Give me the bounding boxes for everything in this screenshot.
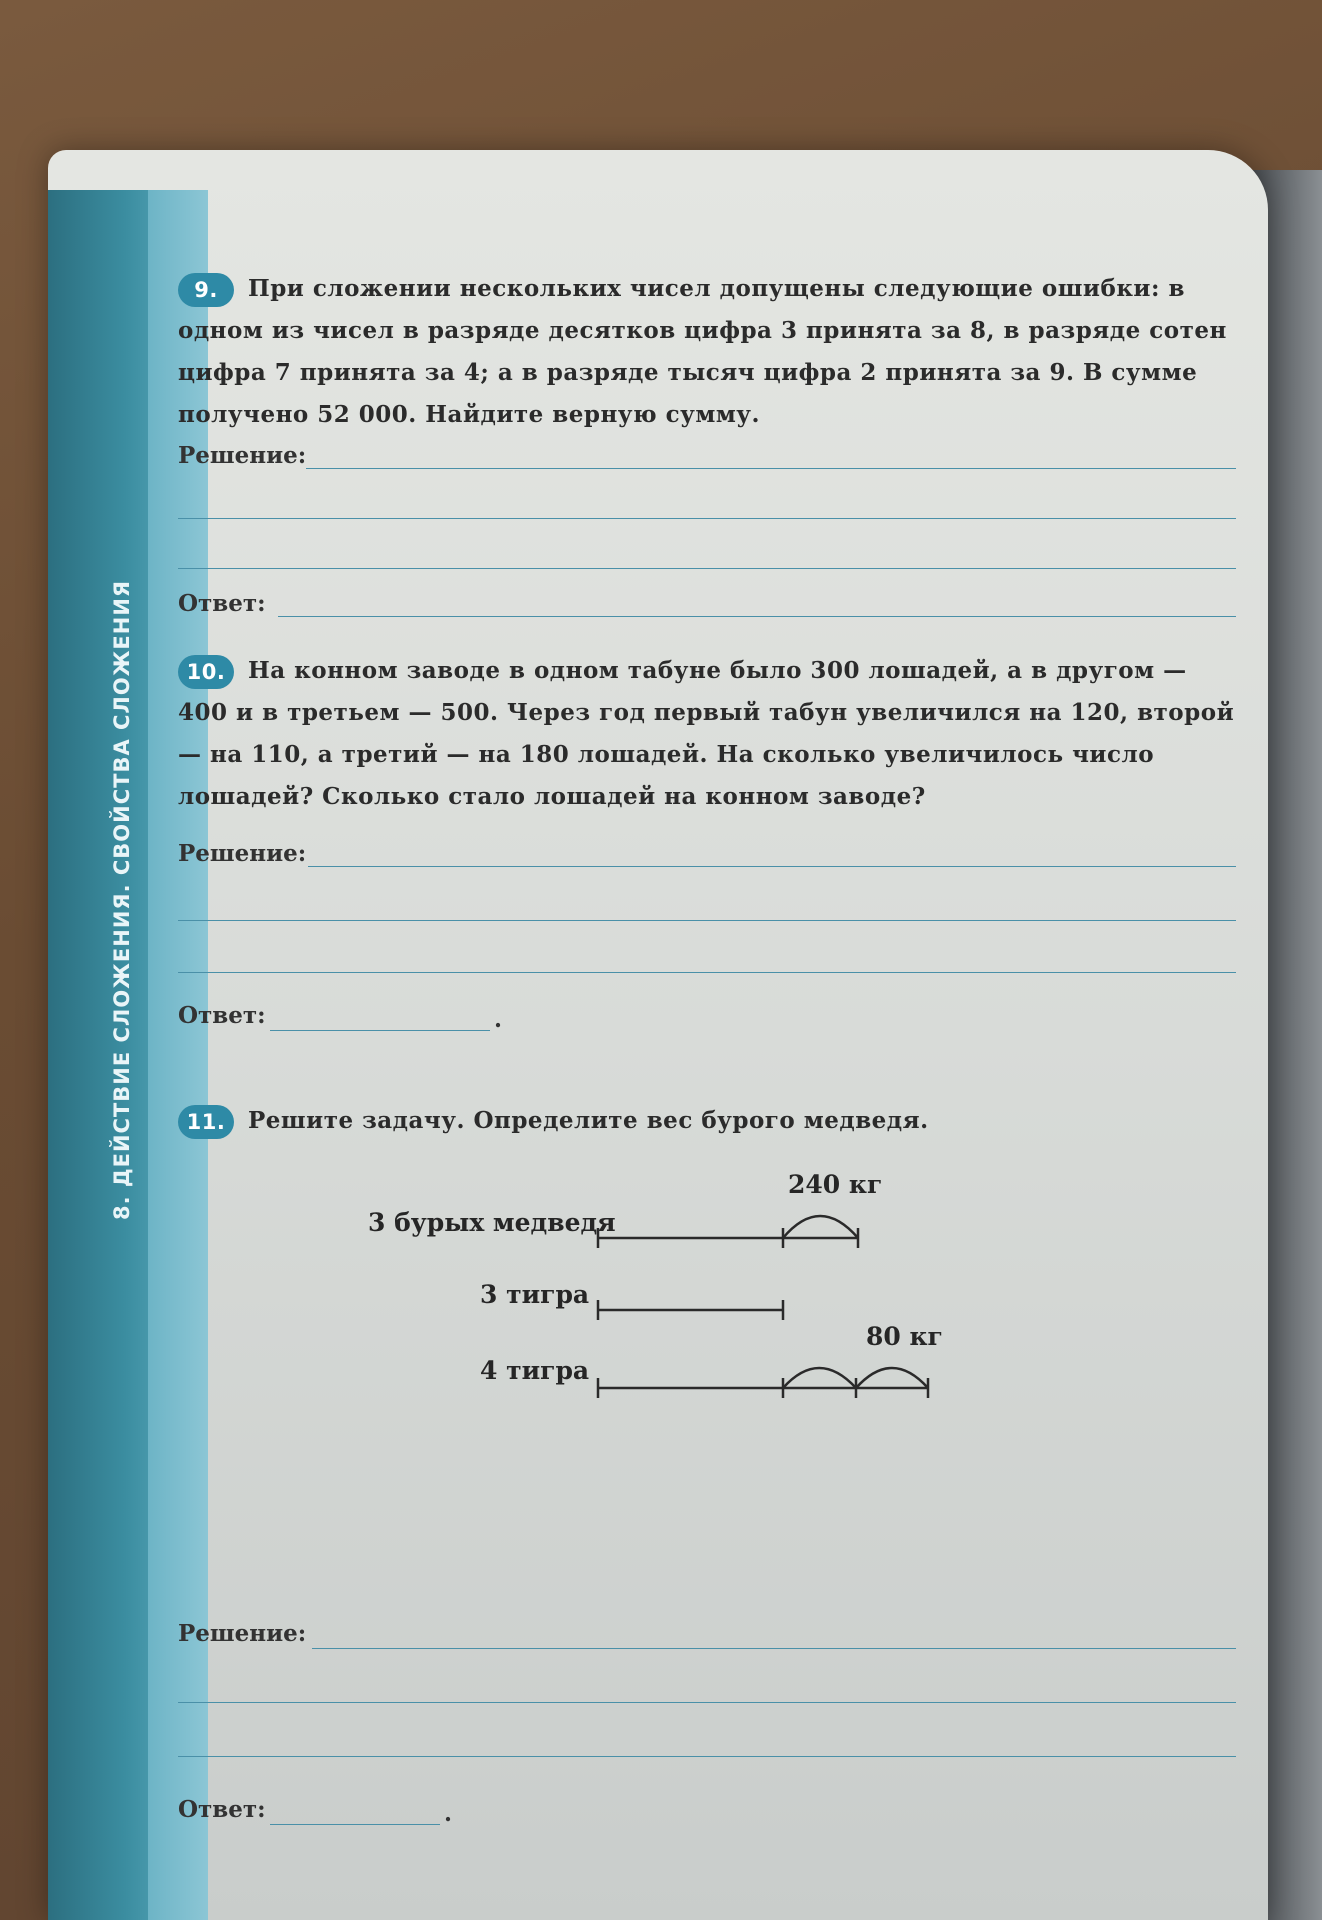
task-11-answer-line[interactable]	[270, 1824, 440, 1825]
task-9-solution-line-1[interactable]	[306, 468, 1236, 469]
task-9-solution-line-3[interactable]	[178, 568, 1236, 569]
diagram-row-3-value: 80 кг	[866, 1322, 943, 1351]
task-11-solution-line-1[interactable]	[312, 1648, 1236, 1649]
task-11-text	[178, 1100, 1238, 1142]
diagram-row-1-value: 240 кг	[788, 1170, 883, 1199]
task-11	[178, 1100, 1238, 1142]
task-10-solution-line-3[interactable]	[178, 972, 1236, 973]
segment-diagram	[178, 1170, 1238, 1430]
task-11-solution-label: Решение:	[178, 1620, 307, 1647]
task-9-answer-line[interactable]	[278, 616, 1236, 617]
task-10-answer-period: .	[494, 1006, 503, 1033]
task-11-number: 11.	[178, 1105, 234, 1139]
task-9-text	[178, 268, 1238, 436]
task-10-solution-label: Решение:	[178, 840, 307, 867]
workbook-page	[48, 150, 1268, 1920]
page-content	[178, 150, 1258, 1920]
task-9-answer-label: Ответ:	[178, 590, 266, 617]
task-9-solution-label: Решение:	[178, 442, 307, 469]
task-11-solution-line-3[interactable]	[178, 1756, 1236, 1757]
tiger-4-arc-2	[856, 1368, 928, 1388]
task-9-number: 9.	[178, 273, 234, 307]
task-10-answer-line[interactable]	[270, 1030, 490, 1031]
task-10-number: 10.	[178, 655, 234, 689]
task-11-statement: Решите задачу. Определите вес бурого медведя.	[248, 1107, 929, 1134]
diagram-row-1-label: 3 бурых медведя	[368, 1208, 616, 1237]
task-10-text	[178, 650, 1238, 818]
diagram-row-3-label: 4 тигра	[480, 1356, 590, 1385]
diagram-segments	[178, 1170, 1238, 1430]
task-9-solution-line-2[interactable]	[178, 518, 1236, 519]
tiger-4-arc-1	[783, 1368, 856, 1388]
bear-extra-arc	[783, 1216, 858, 1238]
task-9	[178, 268, 1238, 436]
task-11-answer-label: Ответ:	[178, 1796, 266, 1823]
task-10-statement: На конном заводе в одном табуне было 300 лошадей, а в другом — 400 и в третьем — 500. Через год первый табун увеличился на 120, второй — на 110, а третий — на 180 лошадей. На сколько увеличилось число лошадей? Сколько стало лошадей на конном заводе?	[178, 657, 1235, 810]
task-10-solution-line-2[interactable]	[178, 920, 1236, 921]
chapter-title: 8. ДЕЙСТВИЕ СЛОЖЕНИЯ. СВОЙСТВА СЛОЖЕНИЯ	[110, 579, 134, 1220]
task-10-solution-line-1[interactable]	[308, 866, 1236, 867]
task-10	[178, 650, 1238, 818]
diagram-row-2-label: 3 тигра	[480, 1280, 590, 1309]
task-11-answer-period: .	[444, 1800, 453, 1827]
task-10-answer-label: Ответ:	[178, 1002, 266, 1029]
task-9-statement: При сложении нескольких чисел допущены следующие ошибки: в одном из чисел в разряде десятков цифра 3 принята за 8, в разряде сотен цифра 7 принята за 4; а в разряде тысяч цифра 2 принята за 9. В сумме получено 52 000. Найдите верную сумму.	[178, 275, 1227, 428]
task-11-solution-line-2[interactable]	[178, 1702, 1236, 1703]
